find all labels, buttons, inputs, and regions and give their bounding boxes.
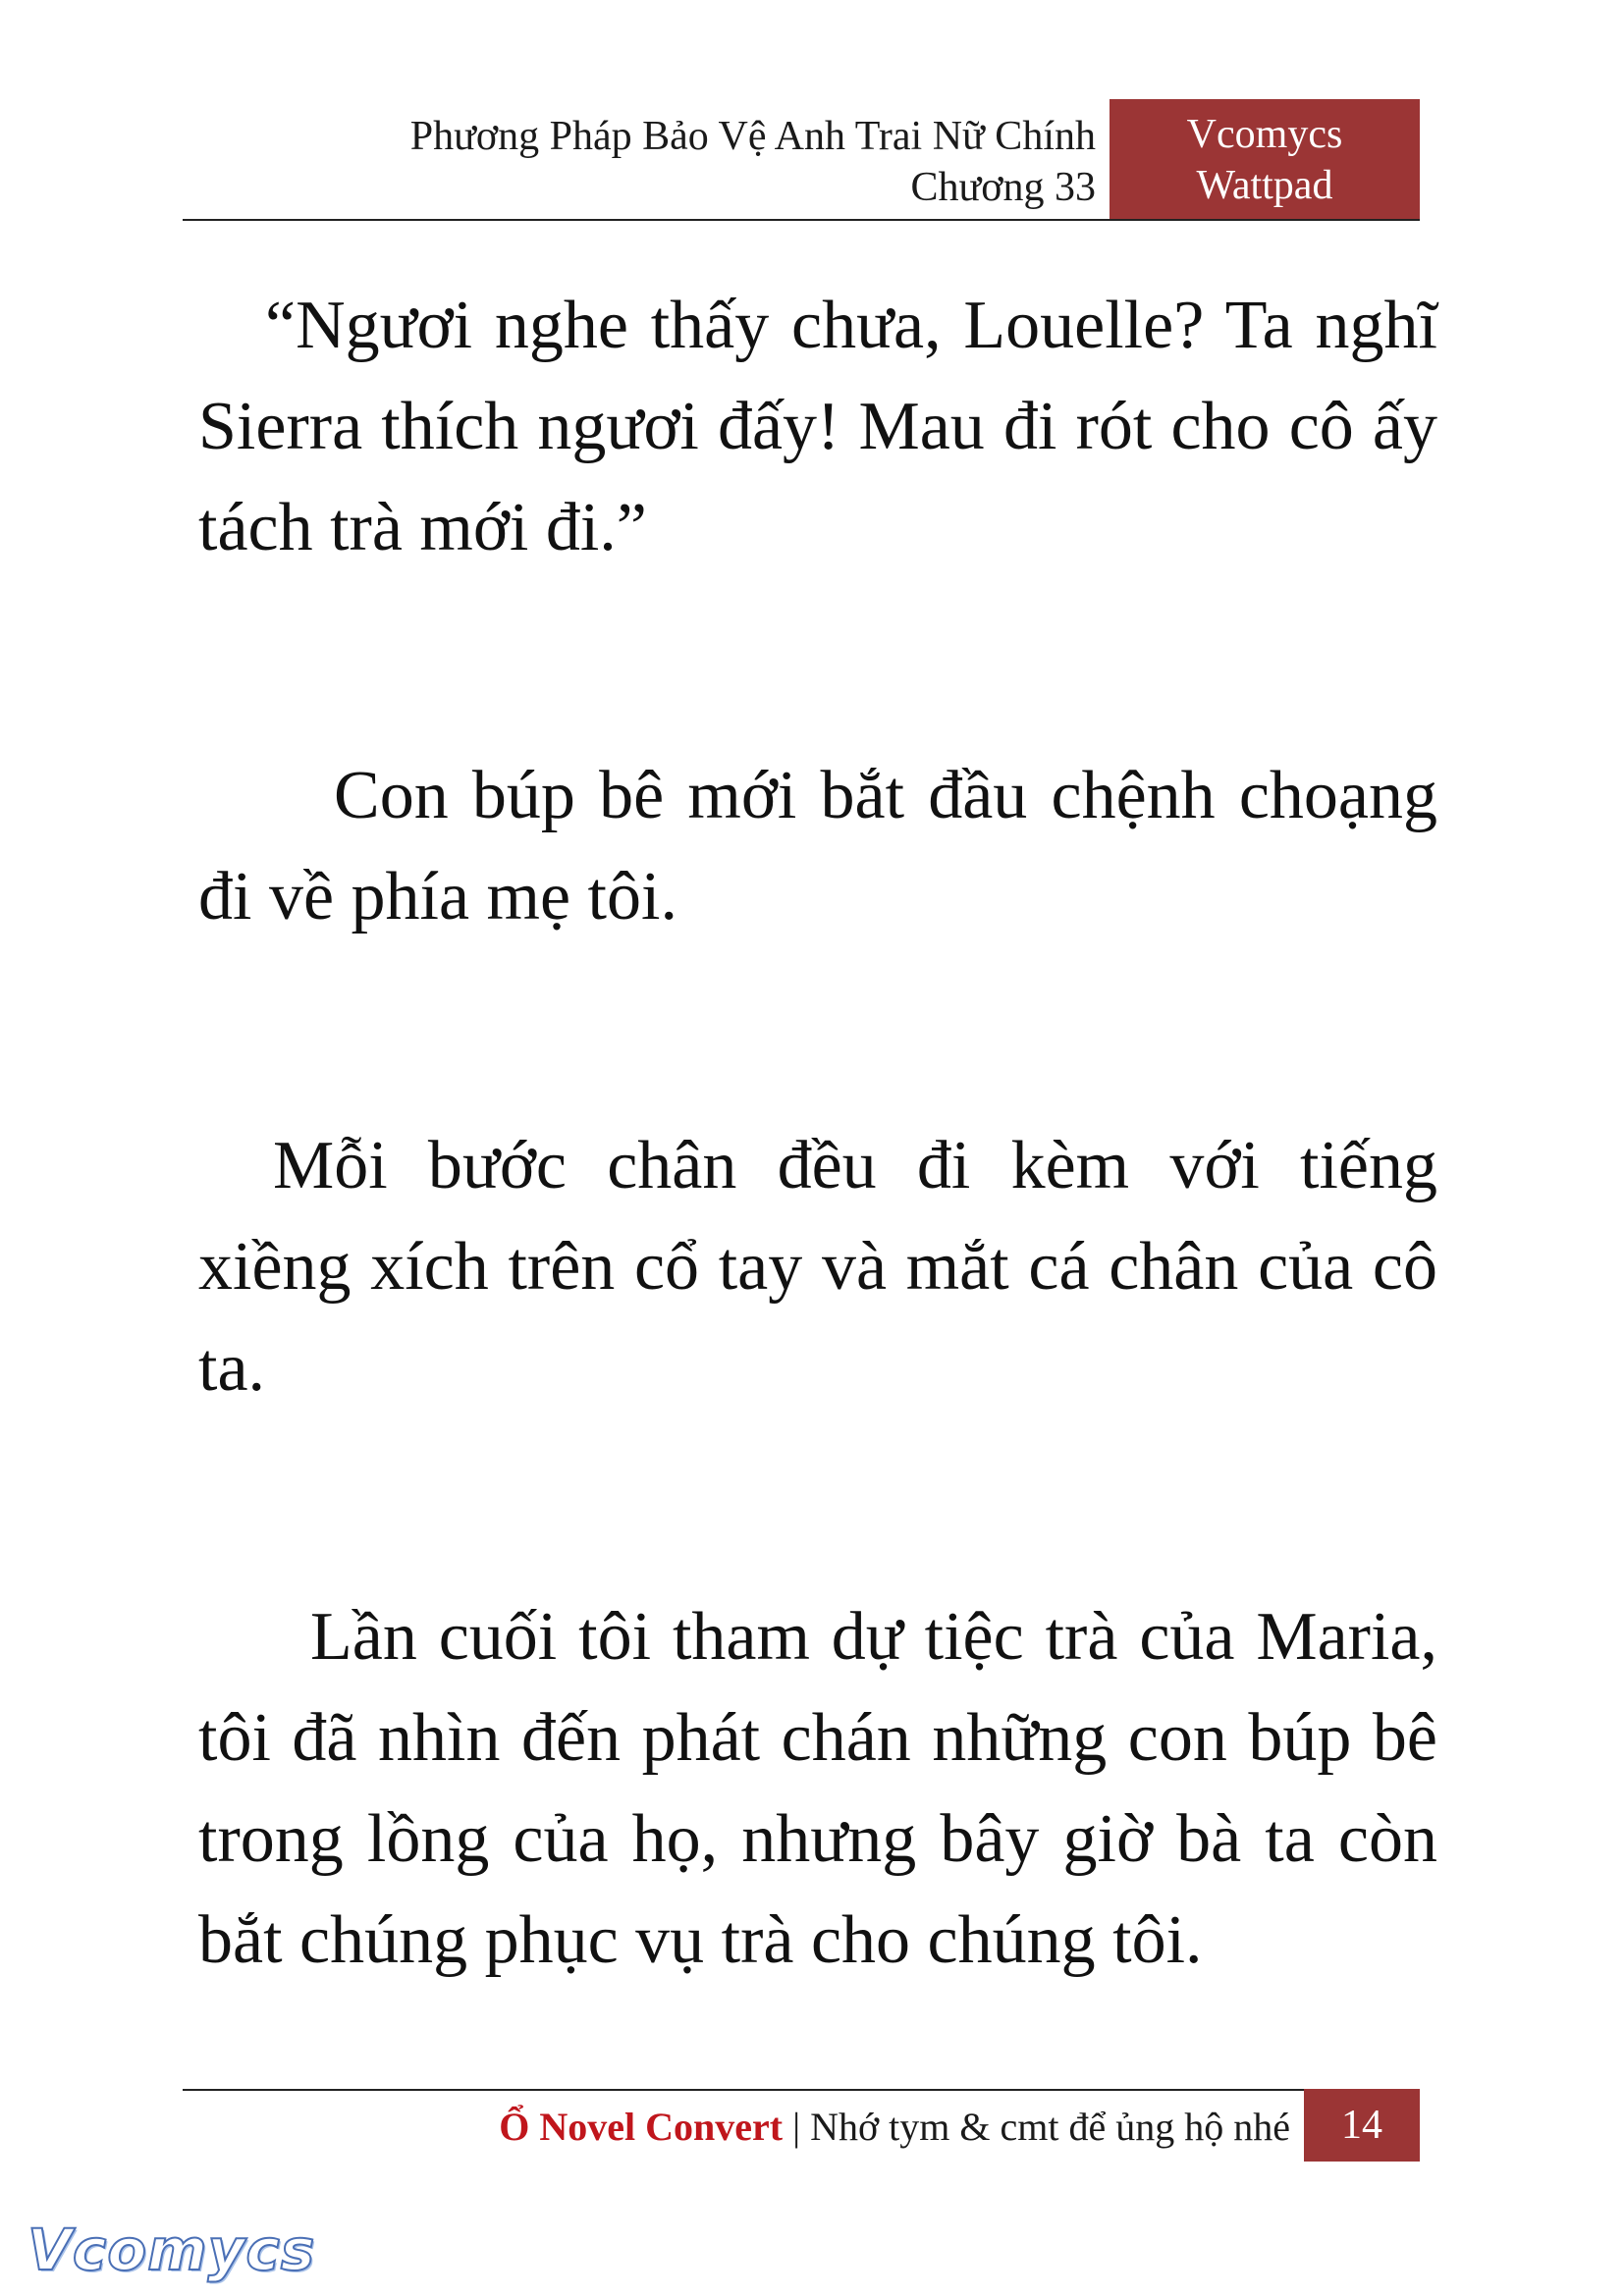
footer-brand: Ổ Novel Convert bbox=[499, 2105, 784, 2149]
paragraph-1: “Ngươi nghe thấy chưa, Louelle? Ta nghĩ Sierra thích ngươi đấy! Mau đi rót cho cô ấy tách trà mới đi.” bbox=[198, 288, 1437, 565]
book-title: Phương Pháp Bảo Vệ Anh Trai Nữ Chính bbox=[409, 114, 1096, 159]
paragraph-2: Con búp bê mới bắt đầu chệnh choạng đi về phía mẹ tôi. bbox=[198, 758, 1437, 934]
header-divider bbox=[183, 219, 1420, 221]
chapter-body bbox=[198, 275, 1437, 1991]
source-badge bbox=[1110, 99, 1420, 219]
page-header bbox=[183, 99, 1420, 219]
header-text bbox=[410, 111, 1096, 213]
badge-line-vcomycs: Vcomycs bbox=[1186, 112, 1343, 157]
vcomycs-watermark-logo: Vcomycs bbox=[27, 2216, 316, 2283]
footer-divider bbox=[183, 2089, 1304, 2091]
paragraph-4: Lần cuối tôi tham dự tiệc trà của Maria, tôi đã nhìn đến phát chán những con búp bê trong lồng của họ, nhưng bây giờ bà ta còn bắt chúng phục vụ trà cho chúng tôi. bbox=[198, 1599, 1437, 1978]
badge-line-wattpad: Wattpad bbox=[1196, 163, 1333, 208]
footer-separator: | bbox=[783, 2105, 811, 2149]
chapter-label: Chương 33 bbox=[910, 165, 1096, 210]
page-number: 14 bbox=[1304, 2089, 1420, 2162]
footer-note: Nhớ tym & cmt để ủng hộ nhé bbox=[810, 2105, 1290, 2149]
paragraph-3: Mỗi bước chân đều đi kèm với tiếng xiềng xích trên cổ tay và mắt cá chân của cô ta. bbox=[198, 1128, 1437, 1406]
page-footer bbox=[183, 2093, 1290, 2162]
